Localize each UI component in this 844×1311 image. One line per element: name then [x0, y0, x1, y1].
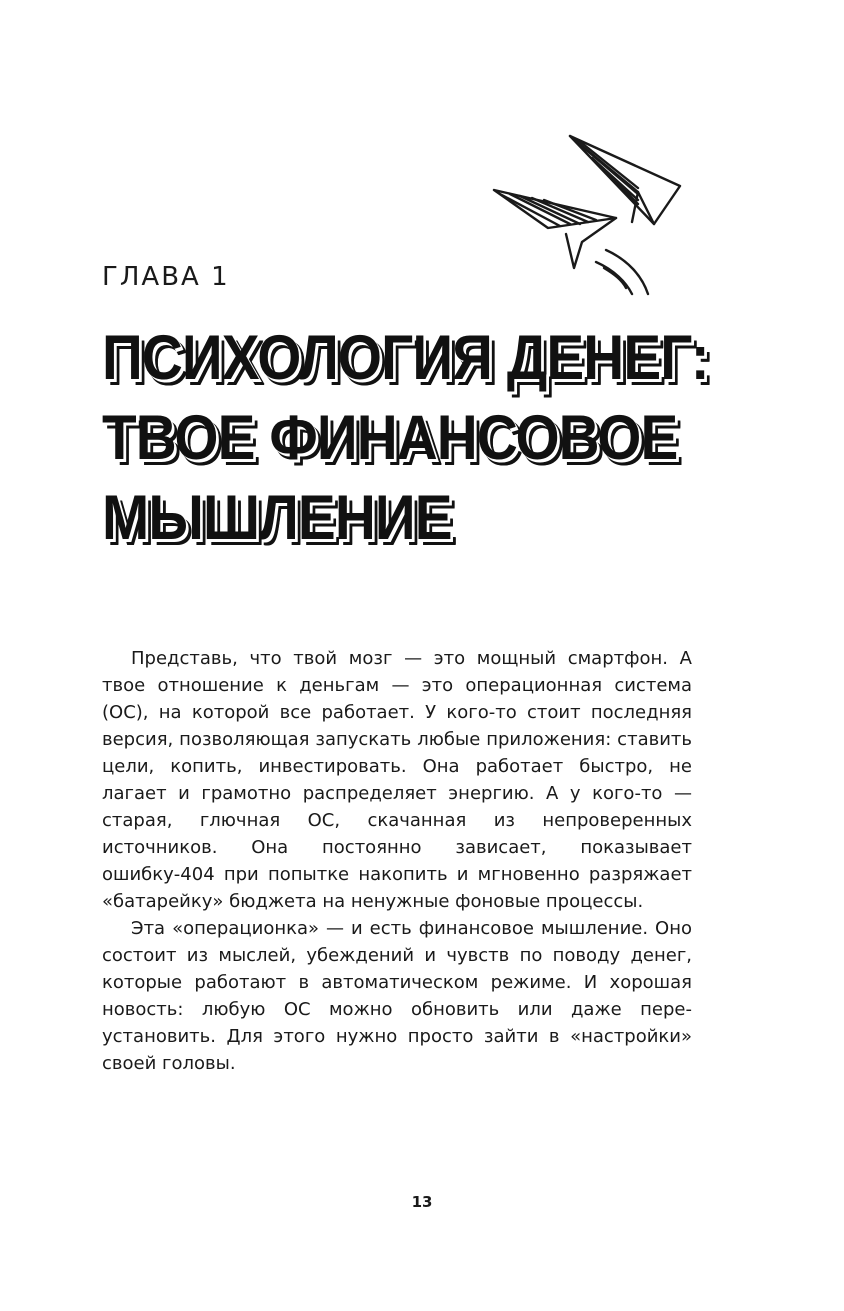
- page-number: 13: [411, 1193, 433, 1211]
- body-text: [102, 645, 692, 1077]
- chapter-label: ГЛАВА 1: [102, 262, 230, 292]
- chapter-title-line: МЫШЛЕНИЕ: [102, 483, 452, 553]
- chapter-title: [102, 318, 709, 558]
- chapter-title-line: ТВОЕ ФИНАНСОВОЕ: [102, 403, 678, 473]
- paragraph: Эта «операционка» — и есть финансовое мышление. Оно состоит из мыслей, убеждений и чувств по поводу денег, которые работают в автоматическом режиме. И хорошая новость: любую ОС можно обновить или даже переустановить. Для этого нужно просто зайти в «настройки» своей головы.: [102, 918, 692, 1074]
- paper-planes-icon: [488, 128, 688, 298]
- chapter-title-line: ПСИХОЛОГИЯ ДЕНЕГ:: [102, 323, 709, 393]
- paragraph: Представь, что твой мозг — это мощный смартфон. А твое отношение к деньгам — это операционная система (ОС), на которой все работает. У кого-то стоит последняя версия, позволяющая запускать любые приложения: ставить цели, копить, инвестировать. Она работает быстро, не лагает и грамотно распределяет энергию. А у кого-то — старая, глючная ОС, скачанная из непроверенных источников. Она постоянно зависает, показывает ошибку-404 при попытке накопить и мгновенно разряжает «батарейку» бюджета на ненужные фоновые процессы.: [102, 648, 692, 912]
